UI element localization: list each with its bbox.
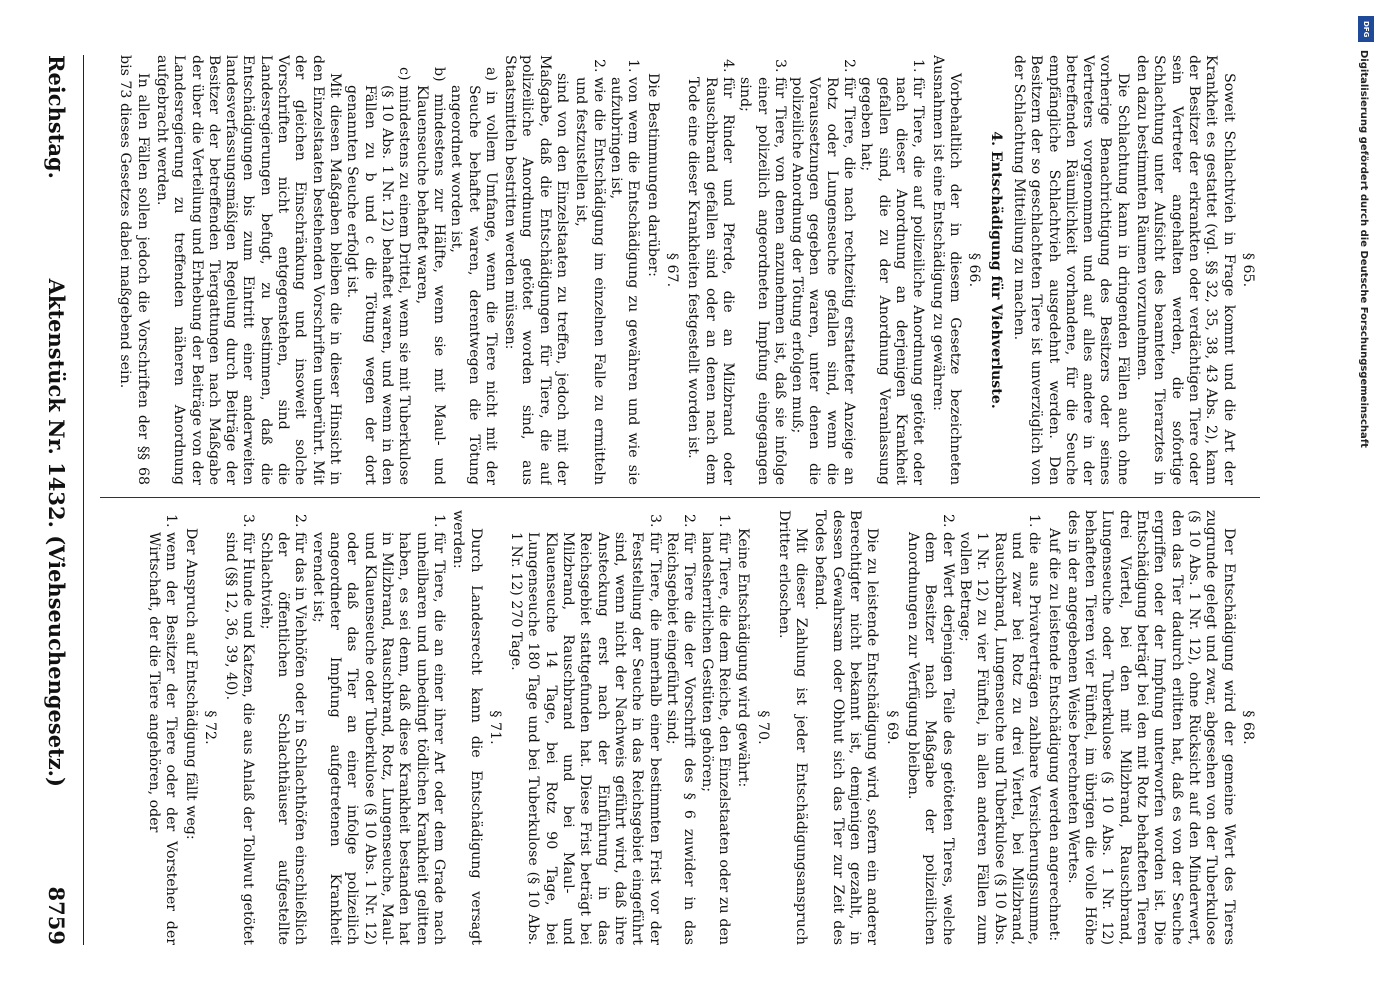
section-65-paragraph: Soweit Schlachtvieh in Frage kommt und die Art der Krankheit es gestattet (vgl. §§ 32, 35, 38, 43 Abs. 2), kann der Besitzer der erkrankten oder verdächtigen Tiere oder sein Vertreter angehalten werden, die sofortige Schlachtung unter Aufsicht des beamteten Tierarztes in den dazu bestimmten Räumen vorzunehmen.	[1134, 55, 1237, 485]
section-68-list	[904, 510, 1043, 945]
section-66-list	[684, 55, 926, 485]
section-72-intro: Der Anspruch auf Entschädigung fällt weg:	[182, 528, 199, 840]
list-item: 3. für Tiere, von denen anzunehmen ist, daß sie infolge einer polizeilich angeordneten Impfung eingegangen sind;	[736, 77, 788, 485]
section-67-list	[572, 55, 641, 485]
list-item: 3. für Hunde und Katzen, die aus Anlaß der Tollwut getötet sind (§§ 12, 36, 39, 40).	[222, 532, 257, 945]
section-67-paragraph: sind von den Einzelstaaten zu treffen, jedoch mit der Maßgabe, daß die Entschädigungen für Tiere, die auf polizeiliche Anordnung getötet worden sind, aus Staatsmitteln bestritten werden müssen:	[502, 55, 571, 485]
header-left: Reichstag.	[44, 55, 70, 179]
list-item: 1. die aus Privatverträgen zahlbare Versicherungssumme, und zwar bei Rotz zu drei Viertel, bei Milzbrand, Rauschbrand, Lungenseuche und Tuberkulose (§ 10 Abs. 1 Nr. 12) zu vier Fünftel, in allen anderen Fällen zum vollen Betrage;	[956, 532, 1043, 945]
section-65-paragraph: Die Schlachtung kann in dringenden Fällen auch ohne vorherige Benachrichtigung des Besitzers oder seines Vertreters vorgenommen und auf alles andere in der betreffenden Räumlichkeit vorhandene, für die Seuche empfängliche Schlachtvieh ausgedehnt werden. Den Besitzern der so geschlachteten Tiere ist unverzüglich von der Schlachtung Mitteilung zu machen.	[1010, 55, 1131, 485]
chapter-heading: 4. Entschädigung für Viehverluste.	[987, 131, 1004, 409]
section-66-title: § 66.	[966, 252, 983, 288]
list-item: 1. für Tiere, die dem Reiche, den Einzelstaaten oder zu den landesherrlichen Gestüten gehören;	[697, 532, 732, 945]
page-header	[42, 55, 72, 945]
section-70-list	[507, 510, 732, 945]
section-67-title: § 67.	[664, 252, 680, 288]
section-72-list	[145, 510, 180, 945]
sub-item: a) in vollem Umfange, wenn die Tiere nicht mit der Seuche behaftet waren, derentwegen die Tötung angeordnet worden ist,	[448, 67, 499, 485]
section-68-paragraph: Der Entschädigung wird der gemeine Wert des Tieres zugrunde gelegt und zwar, abgesehen von der Tuberkulose (§ 10 Abs. 1 Nr. 12), ohne Rücksicht auf den Minderwert, den das Tier dadurch erlitten hat, daß es von der Seuche ergriffen oder der Impfung unterworfen worden ist. Die Entschädigung beträgt bei den mit Rotz behafteten Tieren drei Viertel, bei den mit Milzbrand, Rauschbrand, Lungenseuche oder Tuberkulose (§ 10 Abs. 1 Nr. 12) behafteten Tieren vier Fünftel, im übrigen die volle Höhe des in der angegebenen Weise berechneten Wertes.	[1064, 510, 1237, 945]
section-68-paragraph: Auf die zu leistende Entschädigung werden angerechnet:	[1045, 528, 1062, 942]
list-item: 4. für Rinder und Pferde, die an Milzbrand oder Rauschbrand gefallen sind oder an denen nach dem Tode eine dieser Krankheiten festgestellt worden ist.	[684, 77, 736, 485]
left-column	[100, 55, 1260, 485]
section-69-title: § 69.	[883, 710, 900, 745]
list-item: 1. von wem die Entschädigung zu gewähren und wie sie aufzubringen ist,	[607, 77, 642, 485]
list-item: 2. für Tiere, die nach rechtzeitig erstatteter Anzeige an Rotz oder Lungenseuche gefallen sind, wenn die Voraussetzungen gegeben waren, unter denen die polizeiliche Anordnung der Tötung erfolgen muß;	[788, 77, 857, 485]
section-71-list	[222, 510, 447, 945]
list-item: 1. wenn der Besitzer der Tiere oder der Vorsteher der Wirtschaft, der die Tiere angehören, oder	[145, 532, 180, 945]
section-68-title: § 68.	[1240, 710, 1256, 745]
section-70-title: § 70.	[754, 710, 771, 745]
list-item: 1. für Tiere, die auf polizeiliche Anordnung getötet oder nach dieser Anordnung an derjenigen Krankheit gefallen sind, die zu der Anordnung Veranlassung gegeben hat;	[857, 77, 926, 485]
list-item: 2. für Tiere die der Vorschrift des § 6 zuwider in das Reichsgebiet eingeführt sind;	[663, 532, 698, 945]
section-66-intro: Vorbehaltlich der in diesem Gesetze bezeichneten Ausnahmen ist eine Entschädigung zu gewähren:	[929, 55, 963, 485]
section-71-title: § 71.	[486, 710, 503, 745]
section-65-title: § 65.	[1240, 252, 1256, 288]
list-item: 2. wie die Entschädigung im einzelnen Falle zu ermitteln und festzustellen ist,	[572, 77, 607, 485]
section-67-paragraph: Mit diesen Maßgaben bleiben die in dieser Hinsicht in den Einzelstaaten bestehenden Vorschriften unberührt. Mit der gleichen Einschränkung und insoweit solche Vorschriften nicht entgegenstehen, sind die Landesregierungen befugt, zu bestimmen, daß die Entschädigungen bis zum Eintritt einer anderweiten landesverfassungsmäßigen Regelung durch Beiträge der Besitzer der betreffenden Tiergattungen nach Maßgabe der über die Verteilung und Erhebung der Beiträge von der Landesregierung zu treffenden näheren Anordnung aufgebracht werden.	[153, 55, 344, 485]
column-divider	[100, 497, 1260, 498]
sub-item: b) mindestens zur Hälfte, wenn sie mit Maul- und Klauenseuche behaftet waren,	[413, 67, 447, 485]
header-rule	[83, 55, 84, 945]
list-item: 2. für das in Viehhöfen oder in Schlachthöfen einschließlich der öffentlichen Schlachthäuser aufgestellte Schlachtvieh;	[257, 532, 309, 945]
list-item: 2. der Wert derjenigen Teile des getöteten Tieres, welche dem Besitzer nach Maßgabe der polizeilichen Anordnungen zur Verfügung bleiben.	[904, 532, 956, 945]
page-number: 8759	[44, 886, 70, 945]
section-69-paragraph: Mit dieser Zahlung ist jeder Entschädigungsanspruch Dritter erloschen.	[775, 510, 810, 945]
digitization-sidebar	[1355, 10, 1379, 980]
dfg-logo: DFG	[1358, 16, 1374, 42]
section-72-title: § 72.	[201, 710, 218, 745]
digitization-credit: Digitalisierung gefördert durch die Deutsche Forschungsgemeinschaft	[1358, 50, 1369, 448]
section-67-paragraph: In allen Fällen sollen jedoch die Vorschriften der §§ 68 bis 73 dieses Gesetzes dabei maßgebend sein.	[117, 55, 151, 485]
list-item: 3. für Tiere, die innerhalb einer bestimmten Frist vor der Feststellung der Seuche in das Reichsgebiet eingeführt sind, wenn nicht der Nachweis geführt wird, daß ihre Ansteckung erst nach der Einführung in das Reichsgebiet stattgefunden hat. Diese Frist beträgt bei Milzbrand, Rauschbrand und bei Maul- und Klauenseuche 14 Tage, bei Rotz 90 Tage, bei Lungenseuche 180 Tage und bei Tuberkulose (§ 10 Abs. 1 Nr. 12) 270 Tage.	[507, 532, 663, 945]
section-71-intro: Durch Landesrecht kann die Entschädigung versagt werden:	[450, 510, 484, 945]
list-item: 1. für Tiere, die an einer ihrer Art oder dem Grade nach unheilbaren und unbedingt tödlichen Krankheit gelitten haben, es sei denn, daß diese Krankheit bestanden hat in Milzbrand, Rauschbrand, Rotz, Lungenseuche, Maul- und Klauenseuche oder Tuberkulose (§ 10 Abs. 1 Nr. 12) oder daß das Tier an einer infolge polizeilich angeordneter Impfung aufgetretenen Krankheit verendet ist;	[308, 532, 447, 945]
section-70-intro: Keine Entschädigung wird gewährt:	[735, 528, 752, 788]
right-column	[100, 510, 1260, 945]
section-69-paragraph: Die zu leistende Entschädigung wird, sofern ein anderer Berechtigter nicht bekannt ist, demjenigen gezahlt, in dessen Gewahrsam oder Obhut sich das Tier zur Zeit des Todes befand.	[812, 510, 881, 945]
sub-item: c) mindestens zu einem Drittel, wenn sie mit Tuberkulose (§ 10 Abs. 1 Nr. 12) behaftet waren, und wenn in den Fällen zu b und c die Tötung wegen der dort genannten Seuche erfolgt ist.	[344, 67, 413, 485]
header-center: Aktenstück Nr. 1432. (Viehseuchengesetz.)	[44, 278, 70, 787]
section-67-intro: Die Bestimmungen darüber:	[644, 73, 661, 277]
